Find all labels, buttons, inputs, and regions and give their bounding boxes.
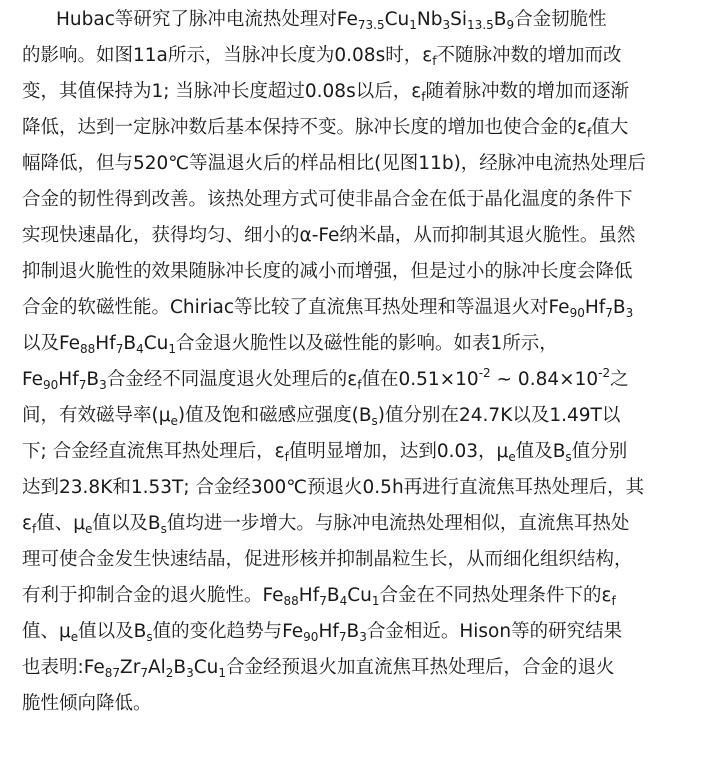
paragraph-line-3: 变，其值保持为1; 当脉冲长度超过0.08s以后，$\varepsilon_f$随着脉冲数的增加而逐渐 bbox=[22, 81, 629, 104]
paragraph-line-8: 抑制退火脆性的效果随脉冲长度的减小而增强，但是过小的脉冲长度会降低 bbox=[22, 261, 633, 282]
paragraph-line-13: 下; 合金经直流焦耳热处理后，$\varepsilon_f$值明显增加，达到0.03，$\mu_e$值及$B_s$值分别 bbox=[22, 441, 628, 464]
paragraph-line-16: 理可使合金发生快速结晶，促进形核并抑制晶粒生长，从而细化组织结构， bbox=[22, 549, 633, 570]
paragraph-line-2: 的影响。如图11a所示，当脉冲长度为0.08s时，$\varepsilon_f$不随脉冲数的增加而改 bbox=[22, 45, 622, 68]
paragraph-line-9: 合金的软磁性能。Chiriac等比较了直流焦耳热处理和等温退火对$Fe_{90}Hf_7B_3$ bbox=[22, 297, 634, 320]
paragraph-line-20: 脆性倾向降低。 bbox=[22, 693, 152, 714]
paragraph-line-18: 值、$\mu_e$值以及$B_s$值的变化趋势与$Fe_{90}Hf_7B_3$合金相近。Hison等的研究结果 bbox=[22, 621, 623, 644]
paragraph-line-6: 合金的韧性得到改善。该热处理方式可使非晶合金在低于晶化温度的条件下 bbox=[22, 189, 633, 210]
paragraph-line-14: 达到23.8K和1.53T; 合金经300℃预退火0.5h再进行直流焦耳热处理后，其 bbox=[22, 477, 645, 498]
document-body bbox=[22, 0, 700, 771]
paragraph-line-7: 实现快速晶化，获得均匀、细小的α-Fe纳米晶，从而抑制其退火脆性。虽然 bbox=[22, 225, 636, 246]
paragraph-line-10: 以及$Fe_{88}Hf_7B_4Cu_1$合金退火脆性以及磁性能的影响。如表1所示， bbox=[22, 333, 558, 356]
paragraph-line-19: 也表明$:Fe_{87}Zr_7Al_2B_3Cu_1$合金经预退火加直流焦耳热处理后，合金的退火 bbox=[22, 657, 615, 680]
paragraph-line-12: 间，有效磁导率$(\mu_e)$值及饱和磁感应强度$(B_s)$值分别在24.7K以及1.49T以 bbox=[22, 405, 621, 428]
paragraph-line-17: 有利于抑制合金的退火脆性。$Fe_{88}Hf_7B_4Cu_1$合金在不同热处理条件下的$\varepsilon_f$ bbox=[22, 585, 616, 608]
paragraph-line-15: $\varepsilon_f$值、$\mu_e$值以及$B_s$值均进一步增大。与脉冲电流热处理相似，直流焦耳热处 bbox=[22, 513, 630, 536]
paragraph-line-5: 幅降低，但与520℃等温退火后的样品相比(见图11b)，经脉冲电流热处理后 bbox=[22, 153, 646, 174]
paragraph-line-4: 降低，达到一定脉冲数后基本保持不变。脉冲长度的增加也使合金的$\varepsilon_f$值大 bbox=[22, 117, 629, 140]
paragraph-line-1: Hubac等研究了脉冲电流热处理对$Fe_{73.5}Cu_1Nb_3Si_{13.5}B_9$合金韧脆性 bbox=[56, 9, 607, 32]
paragraph-line-11: $Fe_{90}Hf_7B_3$合金经不同温度退火处理后的$\varepsilon_f$值在$0.51\times 10^{-2}$ ~ $0.84\times 10^{-2}$之 bbox=[22, 366, 629, 392]
